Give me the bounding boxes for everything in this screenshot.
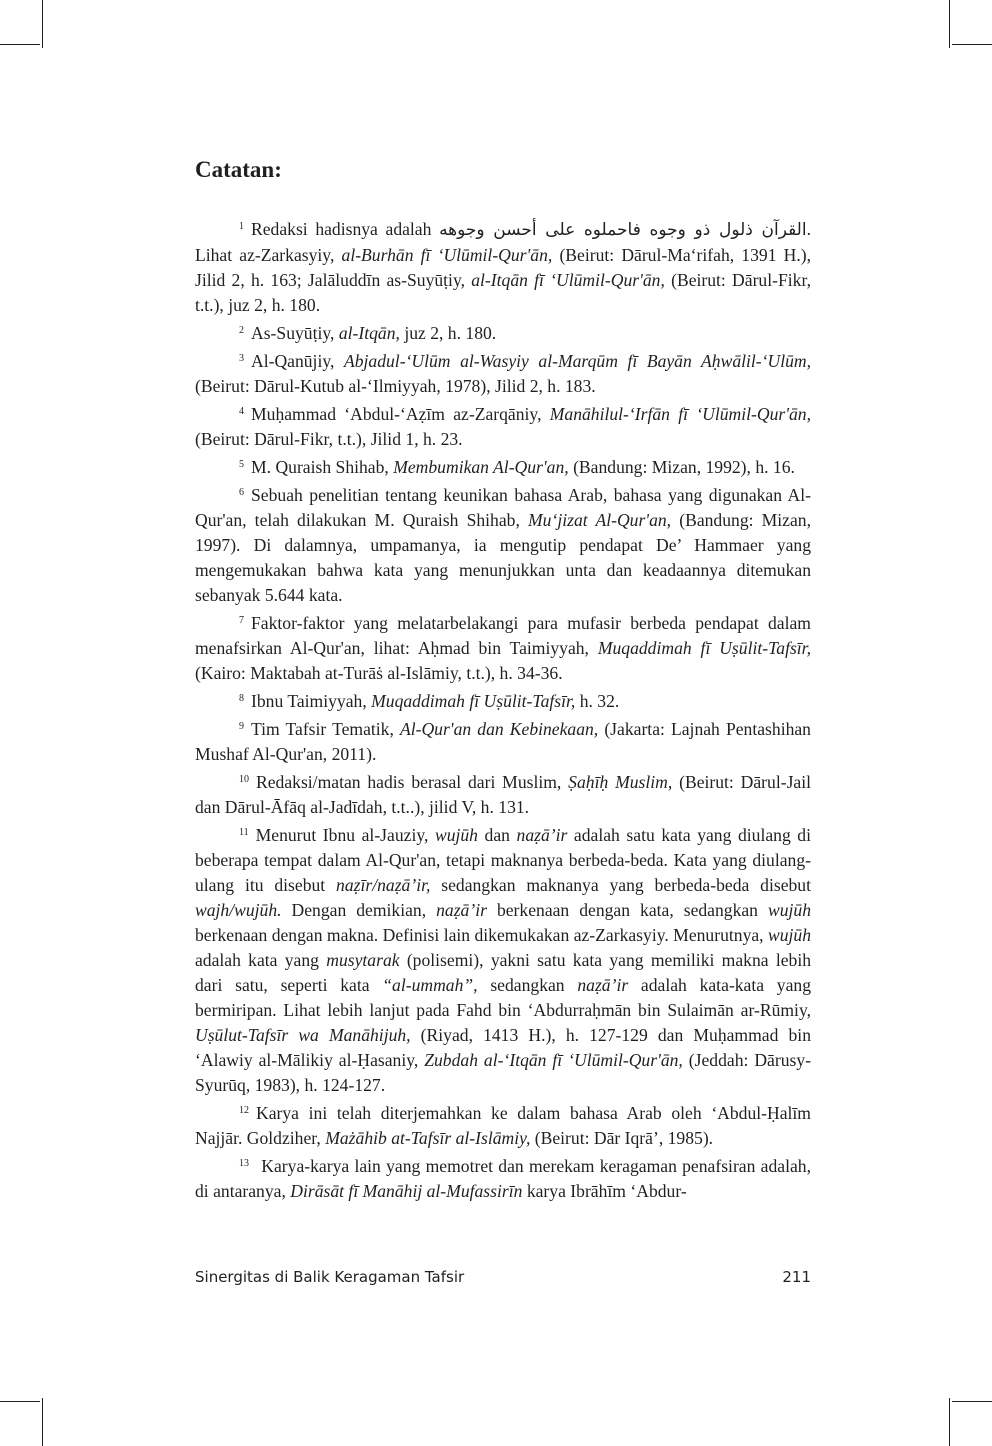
footnote-number: 9 (239, 721, 244, 732)
running-footer-title: Sinergitas di Balik Keragaman Tafsir (195, 1268, 465, 1286)
footnote-number: 10 (239, 774, 249, 785)
footnote: $^{11}$ Menurut Ibnu al-Jauziy, wujūh dan naẓā’ir adalah satu kata yang diulang di beberapa tempat dalam Al-Qur'an, tetapi maknanya berbeda-beda. Kata yang diulang-ulang itu disebut naẓīr/naẓā’ir, sedangkan maknanya yang berbeda-beda disebut wajh/wujūh. Dengan demikian, naẓā’ir berkenaan dengan kata, sedangkan wujūh berkenaan dengan makna. Definisi lain dikemukakan az-Zarkasyiy. Menurutnya, wujūh adalah kata yang musytarak (polisemi), yakni satu kata yang memiliki makna lebih dari satu, seperti kata “al-ummah”, sedangkan naẓā’ir adalah kata-kata yang bermiripan. Lihat lebih lanjut pada Fahd bin ‘Abdurraḥmān bin Sulaimān ar-Rūmiy, Uṣūlut-Tafsīr wa Manāhijuh, (Riyad, 1413 H.), h. 127-129 dan Muḥammad bin ‘Alawiy al-Mālikiy al-Ḥasaniy, Zubdah al-‘Itqān fī ‘Ulūmil-Qur'ān, (Jeddah: Dārusy-Syurūq, 1983), h. 124-127. (195, 825, 812, 1095)
footnote: $^7$ Faktor-faktor yang melatarbelakangi para mufasir berbeda pendapat dalam menafsirkan Al-Qur'an, lihat: Aḥmad bin Taimiyyah, Muqaddimah fī Uṣūlit-Tafsīr, (Kairo: Maktabah at-Turāṡ al-Islāmiy, t.t.), h. 34-36. (195, 613, 811, 683)
footnote-number: 12 (239, 1105, 249, 1116)
footnote: $^{13}$ Karya-karya lain yang memotret dan merekam keragaman penafsiran adalah, di antaranya, Dirāsāt fī Manāhij al-Mufassirīn karya Ibrāhīm ‘Abdur- (195, 1156, 811, 1201)
footnotes (195, 214, 811, 1204)
footnote: $^2$ As-Suyūṭiy, al-Itqān, juz 2, h. 180. (239, 323, 497, 343)
footnote: $^8$ Ibnu Taimiyyah, Muqaddimah fī Uṣūlit-Tafsīr, h. 32. (239, 691, 620, 711)
footnote-number: 1 (239, 221, 244, 232)
footnote-number: 11 (239, 827, 249, 838)
crop-mark (0, 44, 40, 45)
footnote: $^5$ M. Quraish Shihab, Membumikan Al-Qur'an, (Bandung: Mizan, 1992), h. 16. (239, 457, 795, 477)
crop-mark (952, 1401, 992, 1402)
footnote: $^1$ Redaksi hadisnya adalah القرآن ذلول ذو وجوه فاحملوه على أحسن وجوهه. Lihat az-Zarkasyiy, al-Burhān fī ‘Ulūmil-Qur'ān, (Beirut: Dārul-Ma‘rifah, 1391 H.), Jilid 2, h. 163; Jalāluddīn as-Suyūṭiy, al-Itqān fī ‘Ulūmil-Qur'ān, (Beirut: Dārul-Fikr, t.t.), juz 2, h. 180. (195, 219, 811, 315)
arabic-text: القرآن ذلول ذو وجوه فاحملوه على أحسن وجوهه (439, 220, 807, 240)
footnote: $^{10}$ Redaksi/matan hadis berasal dari Muslim, Ṣaḥīḥ Muslim, (Beirut: Dārul-Jail dan Dārul-Āfāq al-Jadīdah, t.t..), jilid V, h. 131. (195, 772, 811, 817)
footnote-number: 3 (239, 353, 244, 364)
footnote: $^6$ Sebuah penelitian tentang keunikan bahasa Arab, bahasa yang digunakan Al-Qur'an, telah dilakukan M. Quraish Shihab, Mu‘jizat Al-Qur'an, (Bandung: Mizan, 1997). Di dalamnya, umpamanya, ia mengutip pendapat De’ Hammaer yang mengemukakan bahwa kata yang menunjukkan unta dan keadaannya ditemukan sebanyak 5.644 kata. (195, 485, 811, 605)
footnote-number: 5 (239, 459, 244, 470)
footnote-number: 7 (239, 615, 244, 626)
crop-mark (949, 0, 950, 48)
footnote: $^4$ Muḥammad ‘Abdul-‘Aẓīm az-Zarqāniy, Manāhilul-‘Irfān fī ‘Ulūmil-Qur'ān, (Beirut: Dārul-Fikr, t.t.), Jilid 1, h. 23. (195, 404, 811, 449)
crop-mark (42, 0, 43, 48)
footnote-number: 4 (239, 406, 244, 417)
crop-mark (0, 1401, 40, 1402)
footnote: $^3$ Al-Qanūjiy, Abjadul-‘Ulūm al-Wasyiy al-Marqūm fī Bayān Aḥwālil-‘Ulūm, (Beirut: Dārul-Kutub al-‘Ilmiyyah, 1978), Jilid 2, h. 183. (195, 351, 811, 396)
footnote-number: 6 (239, 487, 244, 498)
page-heading: Catatan: (195, 157, 282, 182)
footnote: $^9$ Tim Tafsir Tematik, Al-Qur'an dan Kebinekaan, (Jakarta: Lajnah Pentashihan Mushaf Al-Qur'an, 2011). (195, 719, 811, 764)
crop-mark (949, 1398, 950, 1446)
crop-mark (42, 1398, 43, 1446)
footnote: $^{12}$ Karya ini telah diterjemahkan ke dalam bahasa Arab oleh ‘Abdul-Ḥalīm Najjār. Goldziher, Mażāhib at-Tafsīr al-Islāmiy, (Beirut: Dār Iqrā’, 1985). (195, 1103, 811, 1148)
page-number: 211 (782, 1268, 811, 1286)
crop-mark (952, 44, 992, 45)
footnote-number: 13 (239, 1158, 249, 1169)
footnote-number: 8 (239, 693, 244, 704)
footnote-number: 2 (239, 325, 244, 336)
